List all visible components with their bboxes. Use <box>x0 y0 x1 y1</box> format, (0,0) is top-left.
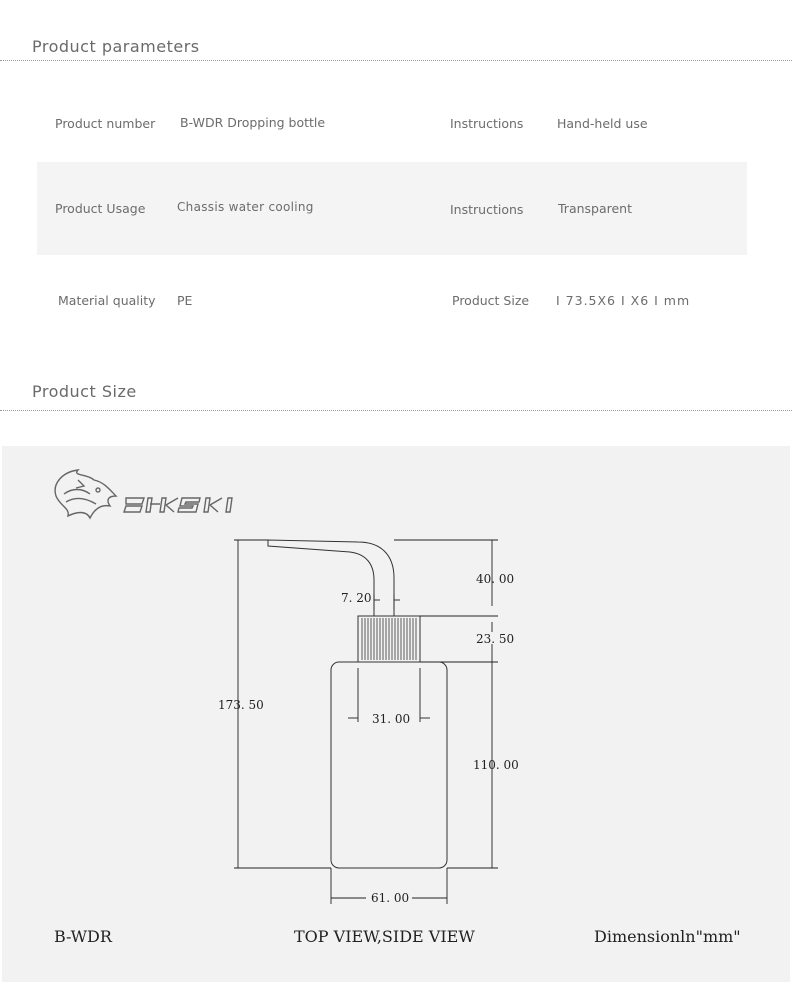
param-value: Chassis water cooling <box>177 200 314 214</box>
divider <box>0 60 792 61</box>
param-value: Hand-held use <box>557 116 648 131</box>
caption-units: Dimensionln"mm" <box>594 927 741 946</box>
param-row <box>37 255 747 348</box>
param-label: Instructions <box>450 116 524 131</box>
dim-body-width: 61. 00 <box>371 891 410 905</box>
logo-text: BYKSKI <box>2 446 6 447</box>
caption-view: TOP VIEW,SIDE VIEW <box>294 927 475 946</box>
bottle-drawing <box>2 446 790 982</box>
section-title-parameters: Product parameters <box>32 37 200 56</box>
param-label: Material quality <box>58 293 156 308</box>
bykski-logo <box>2 446 232 518</box>
param-label: Product Size <box>452 293 530 308</box>
dim-tube-height: 40. 00 <box>476 572 515 586</box>
param-row <box>37 77 747 170</box>
param-value: Transparent <box>558 201 633 216</box>
section-title-size: Product Size <box>32 382 137 401</box>
param-row <box>37 162 747 255</box>
param-label: Product Usage <box>55 201 146 216</box>
divider <box>0 410 792 411</box>
dim-tube-width: 7. 20 <box>341 591 372 605</box>
dim-total-height: 173. 50 <box>218 698 264 712</box>
dim-body-height: 110. 00 <box>473 758 519 772</box>
dim-cap-width: 31. 00 <box>372 712 411 726</box>
param-label: Instructions <box>450 202 524 217</box>
caption-model: B-WDR <box>54 927 112 946</box>
cap-ridges <box>362 618 416 660</box>
param-value: B-WDR Dropping bottle <box>180 115 326 130</box>
param-value: I 73.5X6 I X6 I mm <box>556 293 691 308</box>
dim-cap-height: 23. 50 <box>476 632 515 646</box>
dimension-diagram <box>2 446 790 982</box>
param-value: PE <box>177 293 193 308</box>
param-label: Product number <box>55 116 156 131</box>
